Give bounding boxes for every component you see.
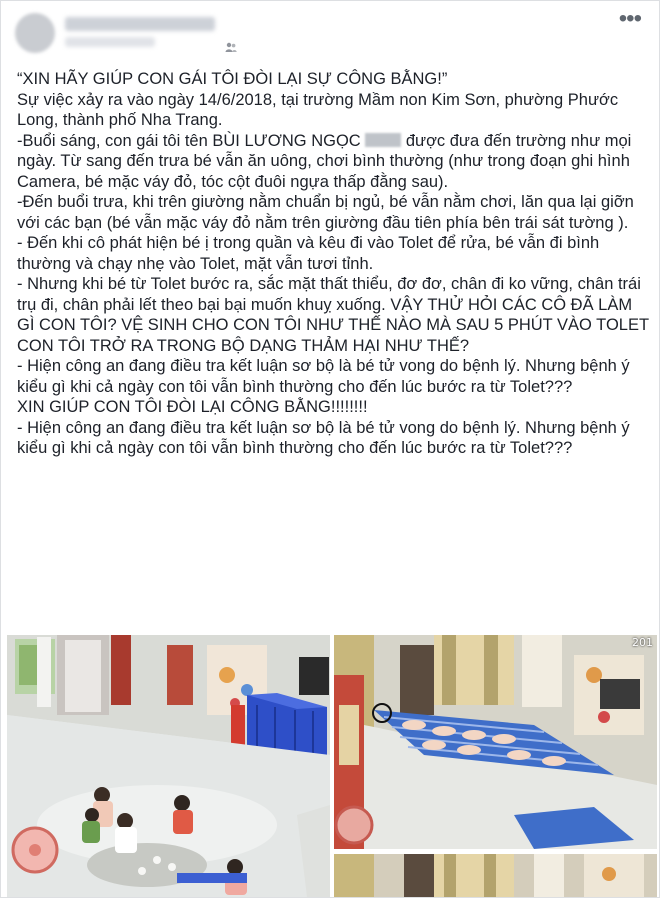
photo-grid bbox=[1, 635, 659, 897]
classroom-image bbox=[7, 635, 330, 897]
post-paragraph-7: - Hiện công an đang điều tra kết luận sơ bộ là bé tử vong do bệnh lý. Nhưng bệnh ý kiểu gì khi cả ngày con tôi vẫn bình thường cho đến lúc bước ra từ Tolet??? bbox=[17, 357, 630, 396]
cctv-photo-third[interactable] bbox=[334, 854, 657, 897]
avatar[interactable] bbox=[15, 13, 55, 53]
post-timestamp-redacted bbox=[65, 37, 155, 47]
post-paragraph-9: - Hiện công an đang điều tra kết luận sơ bộ là bé tử vong do bệnh lý. Nhưng bệnh ý kiểu gì khi cả ngày con tôi vẫn bình thường cho đến lúc bước ra từ Tolet??? bbox=[17, 418, 630, 457]
post-paragraph-4: -Đến buổi trưa, khi trên giường nằm chuẩn bị ngủ, bé vẫn nằm chơi, lăn qua lại giỡn với các bạn (bé vẫn mặc váy đỏ nằm trên giường đầu tiên phía bên trái sát tường ). bbox=[17, 193, 634, 232]
name-redaction bbox=[365, 133, 401, 147]
nap-room-image bbox=[334, 635, 657, 849]
camera-timestamp: 201 bbox=[632, 636, 653, 649]
third-photo-image bbox=[334, 854, 657, 897]
author-name-redacted[interactable] bbox=[65, 17, 215, 31]
cctv-photo-classroom[interactable] bbox=[7, 635, 330, 897]
post-paragraph-3-start: -Buổi sáng, con gái tôi tên BÙI LƯƠNG NGỌC bbox=[17, 131, 366, 150]
post-paragraph-3-end: được đưa đến trường như mọi ngày. Từ sang đến trưa bé vẫn ăn uông, chơi bình thường (như trong đoạn ghi hình Camera, bé mặc váy đỏ, tóc cột đuôi ngựa thấp đằng sau). bbox=[17, 131, 632, 191]
post-paragraph-8: XIN GIÚP CON TÔI ĐÒI LẠI CÔNG BẰNG!!!!!!!! bbox=[17, 398, 368, 416]
post-paragraph-3 bbox=[17, 131, 651, 193]
post-paragraph-1: “XIN HÃY GIÚP CON GÁI TÔI ĐÒI LẠI SỰ CÔNG BẰNG!” bbox=[17, 70, 448, 88]
more-horizontal-icon[interactable]: ••• bbox=[618, 5, 641, 32]
post-paragraph-5: - Đến khi cô phát hiện bé ị trong quần và kêu đi vào Tolet để rửa, bé vẫn đi bình thường và chạy nhẹ vào Tolet, mặt vẫn tươi tỉnh. bbox=[17, 234, 600, 273]
cctv-photo-nap-room[interactable] bbox=[334, 635, 657, 849]
post-paragraph-6: - Nhưng khi bé từ Tolet bước ra, sắc mặt thất thiểu, đơ đơ, chân đi ko vững, chân trái trụ đi, chân phải lết theo bại bại muốn khuỵ xuống. VẬY THỬ HỎI CÁC CÔ ĐÃ LÀM GÌ CON TÔI? VỆ SINH CHO CON TÔI NHƯ THẾ NÀO MÀ SAU 5 PHÚT VÀO TOLET CON TÔI TRỞ RA TRONG BỘ DẠNG THẢM HẠI NHƯ THẾ? bbox=[17, 275, 649, 355]
people-icon bbox=[225, 41, 237, 56]
post-header bbox=[1, 1, 659, 61]
post-body bbox=[17, 69, 651, 459]
post-paragraph-2: Sự việc xảy ra vào ngày 14/6/2018, tại trường Mầm non Kim Sơn, phường Phước Long, thành phố Nha Trang. bbox=[17, 90, 619, 129]
